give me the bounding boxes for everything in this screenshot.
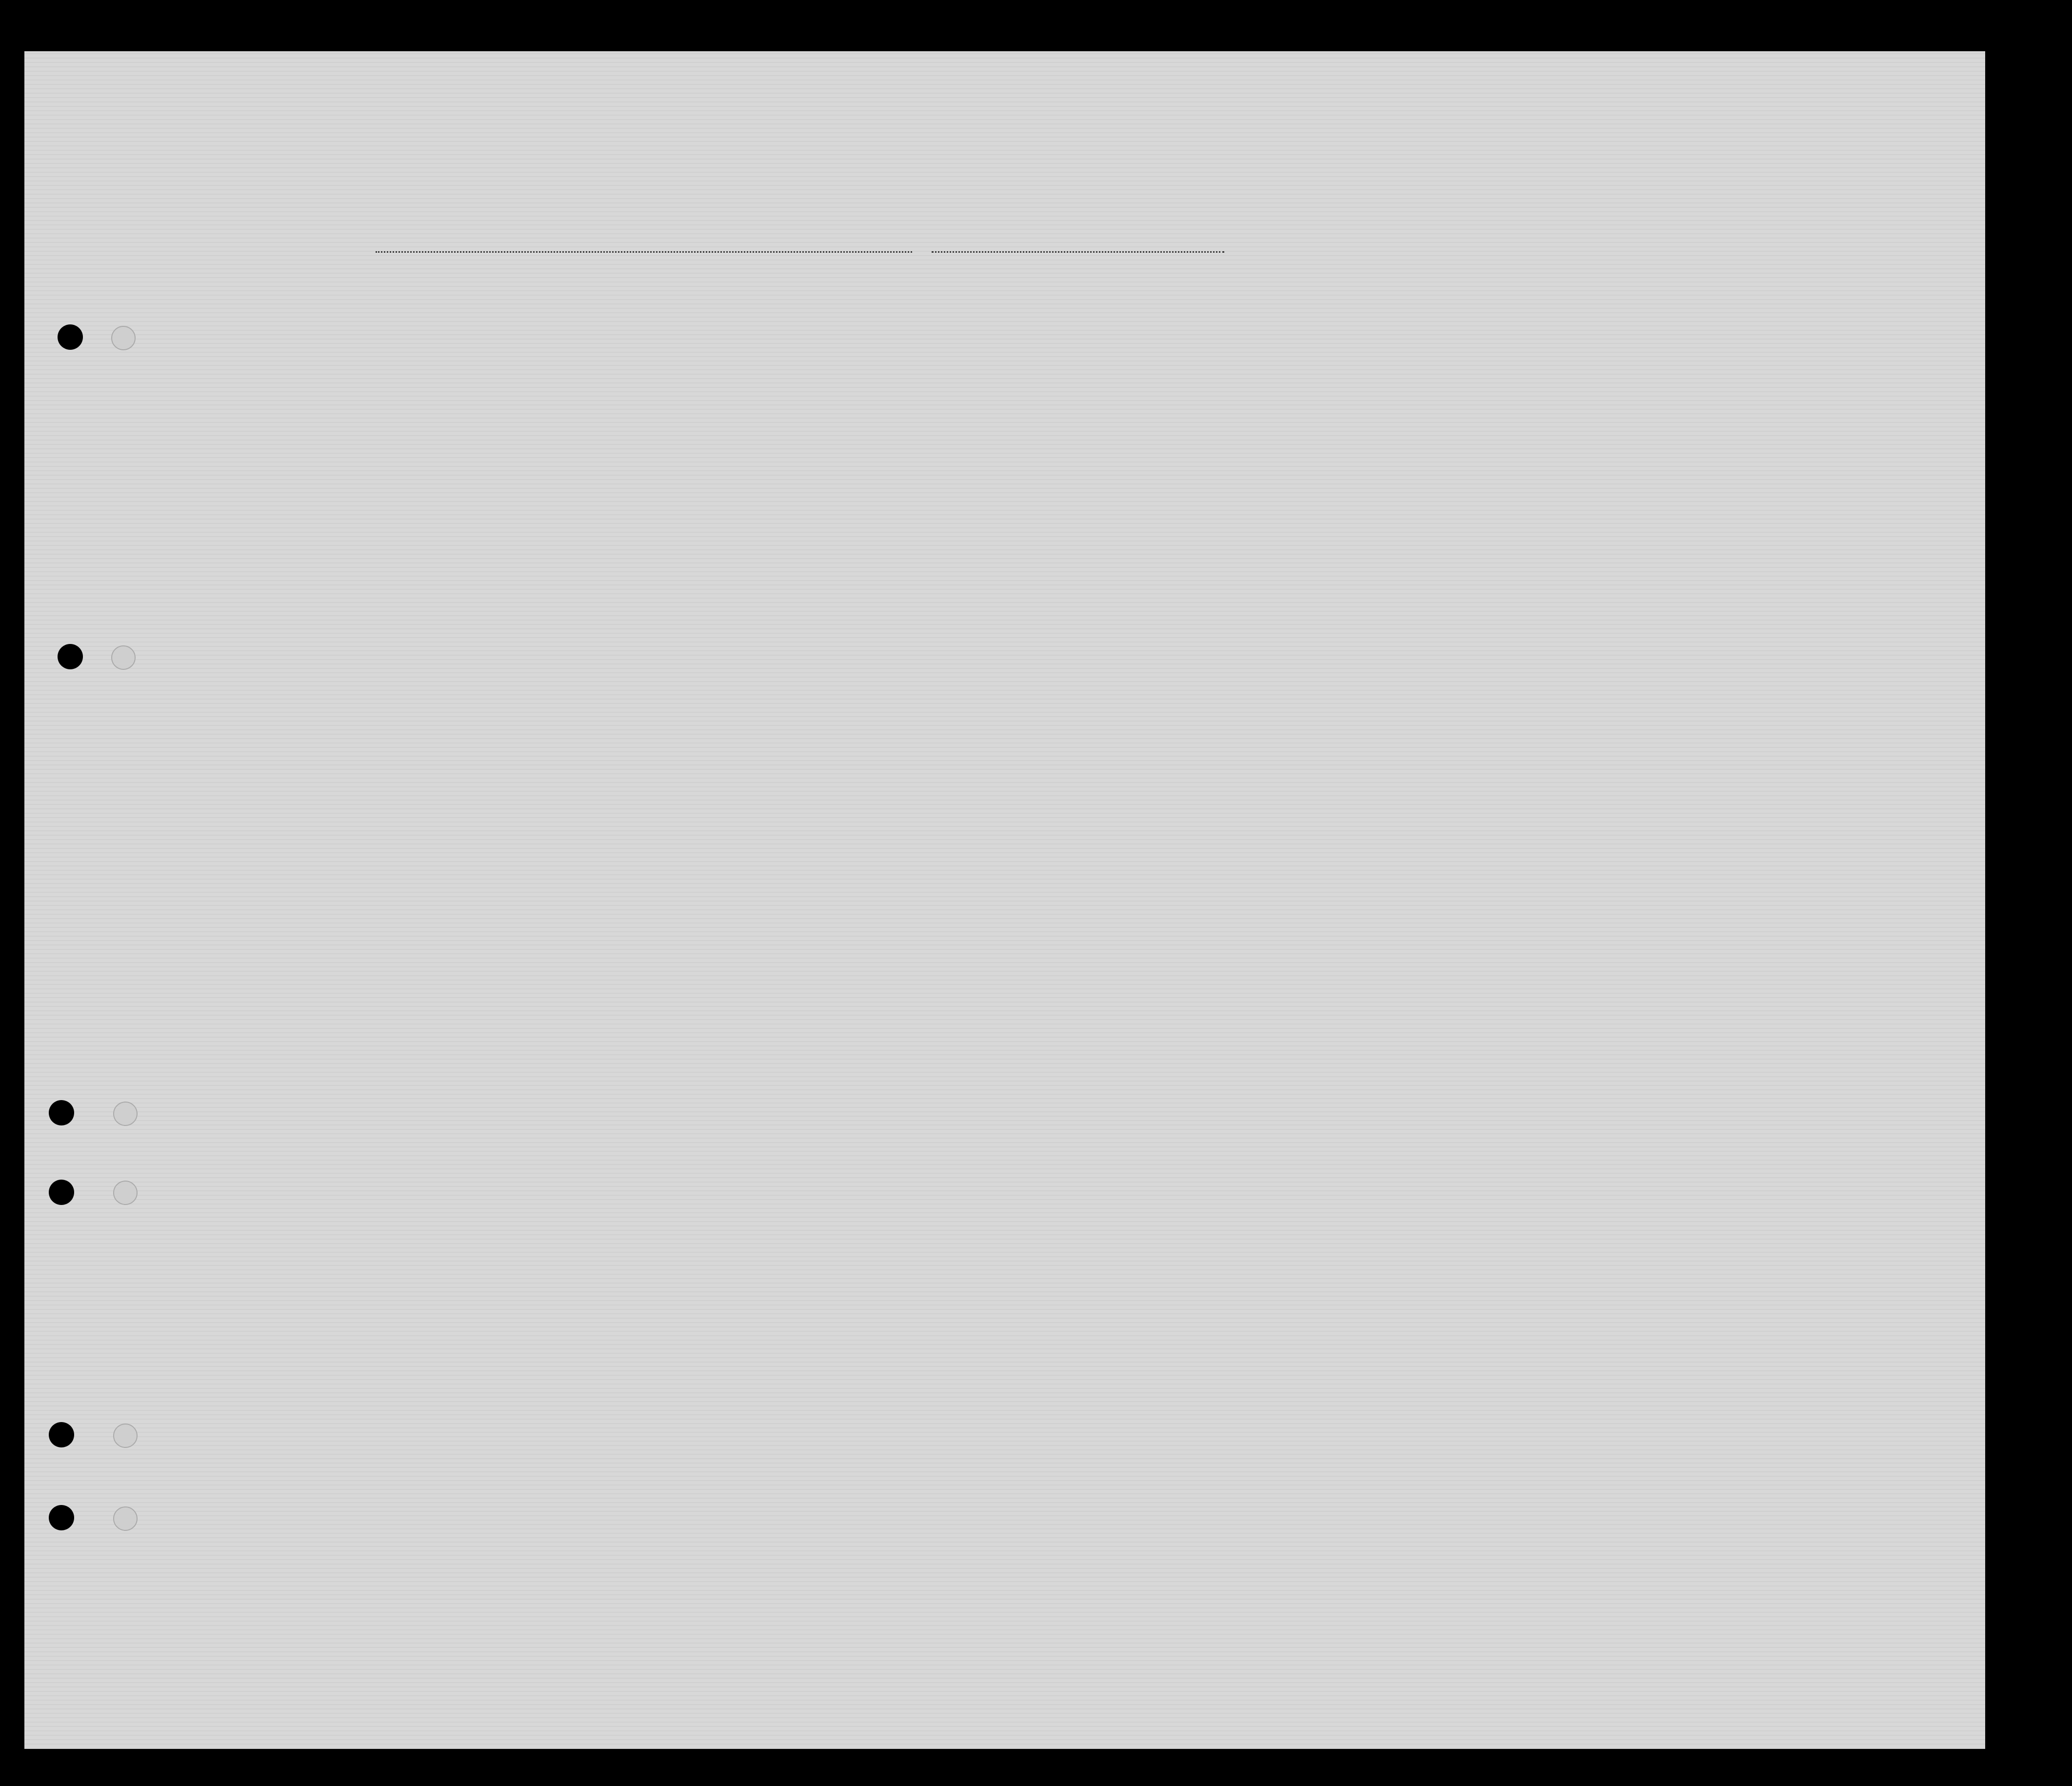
binder-hole — [49, 1422, 74, 1447]
binder-hole — [49, 1180, 74, 1205]
binder-hole — [58, 644, 83, 669]
binder-hole — [49, 1100, 74, 1125]
binder-hole-ring — [113, 1102, 138, 1126]
binder-hole-ring — [113, 1506, 138, 1531]
manifest-sheet — [24, 51, 1985, 1749]
table-grid — [24, 51, 1985, 1749]
binder-hole-ring — [113, 1424, 138, 1448]
binder-hole-ring — [113, 1181, 138, 1205]
binder-hole — [49, 1505, 74, 1530]
binder-hole — [58, 324, 83, 350]
binder-hole-ring — [111, 326, 136, 350]
binder-hole-ring — [111, 645, 136, 670]
